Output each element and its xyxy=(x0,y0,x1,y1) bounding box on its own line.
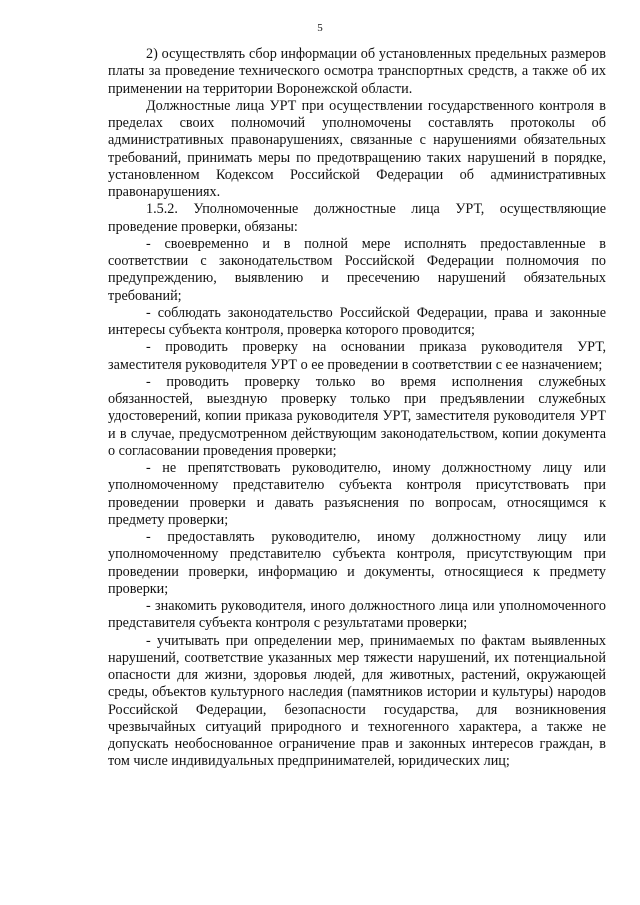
duty-list-item: - учитывать при определении мер, принимаемых по фактам выявленных нарушений, соответствие указанных мер тяжести нарушений, их потенциальной опасности для жизни, здоровья людей, для животных, растений, окружающей среды, объектов культурного наследия (памятников истории и культуры) народов Российской Федерации, безопасности государства, для возникновения чрезвычайных ситуаций природного и техногенного характера, а также не допускать необоснованное ограничение прав и законных интересов граждан, в том числе индивидуальных предпринимателей, юридических лиц; xyxy=(108,632,606,770)
paragraph-item-2: 2) осуществлять сбор информации об установленных предельных размеров платы за проведение технического осмотра транспортных средств, а также об их применении на территории Воронежской области. xyxy=(108,46,606,97)
page-number: 5 xyxy=(317,22,323,34)
paragraph-officials-powers: Должностные лица УРТ при осуществлении государственного контроля в пределах своих полномочий уполномочены составлять протоколы об административных правонарушениях, связанные с нарушениями обязательных требований, принимать меры по предотвращению таких нарушений в порядке, установленном Кодексом Российской Федерации об административных правонарушениях. xyxy=(108,97,606,200)
duty-list-item: - своевременно и в полной мере исполнять предоставленные в соответствии с законодательством Российской Федерации полномочия по предупреждению, выявлению и пресечению нарушений обязательных требований; xyxy=(108,235,606,304)
duty-list-item: - соблюдать законодательство Российской Федерации, права и законные интересы субъекта контроля, проверка которого проводится; xyxy=(108,304,606,338)
duty-list-item: - проводить проверку только во время исполнения служебных обязанностей, выездную проверку только при предъявлении служебных удостоверений, копии приказа руководителя УРТ, заместителя руководителя УРТ и в случае, предусмотренном действующим законодательством, копии документа о согласовании проведения проверки; xyxy=(108,373,606,459)
duty-list-item: - не препятствовать руководителю, иному должностному лицу или уполномоченному представителю субъекта контроля присутствовать при проведении проверки и давать разъяснения по вопросам, относящимся к предмету проверки; xyxy=(108,460,606,528)
paragraph-1-5-2-heading: 1.5.2. Уполномоченные должностные лица УРТ, осуществляющие проведение проверки, обязаны: xyxy=(108,201,606,235)
duty-list-item: - предоставлять руководителю, иному должностному лицу или уполномоченному представителю субъекта контроля, присутствующим при проведении проверки, информацию и документы, относящиеся к предмету проверки; xyxy=(108,529,606,597)
document-body xyxy=(108,46,606,771)
duty-list-item: - знакомить руководителя, иного должностного лица или уполномоченного представителя субъекта контроля с результатами проверки; xyxy=(108,598,606,632)
duty-list-item: - проводить проверку на основании приказа руководителя УРТ, заместителя руководителя УРТ о ее проведении в соответствии с ее назначением; xyxy=(108,339,606,373)
